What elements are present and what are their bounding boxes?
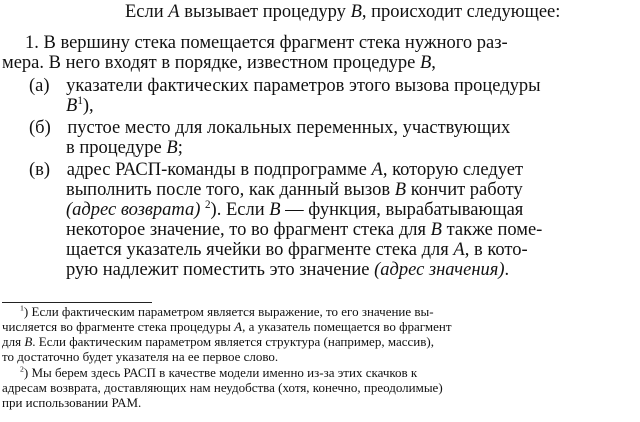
sub-c-var-b3: B	[430, 220, 442, 240]
footnote-1-close: )	[23, 304, 29, 319]
footnote-2-close: )	[23, 365, 29, 380]
sub-c-var-b1: B	[394, 180, 407, 200]
item1-line2: мера. В него входят в порядке, известном процедуре B,	[2, 53, 436, 73]
footnote-1-text1: Если фактическим параметром является выражение, то его значение вы-	[31, 304, 434, 319]
sub-b-var-b: B	[166, 138, 178, 158]
intro-text-mid: вызывает процедуру	[179, 2, 351, 22]
footnote-1-mark: 1	[20, 303, 24, 313]
footnote-2-line1	[20, 365, 640, 381]
sub-c-value-address: (адрес значения)	[374, 260, 505, 280]
sub-c-text1: адрес РАСП-команды в подпрограмме	[66, 160, 372, 180]
sub-c-line5	[66, 240, 640, 261]
sub-c-text2: выполнить после того, как данный вызов	[66, 180, 395, 200]
intro-var-a: A	[168, 2, 180, 22]
footnote-1-line3	[2, 334, 640, 350]
sub-c-return-address: (адрес возврата)	[66, 200, 201, 220]
sub-b-line1	[29, 118, 640, 139]
sub-c-var-b2: B	[269, 200, 281, 220]
footnote-2-line3: при использовании РАМ.	[2, 395, 142, 410]
sub-c-label: (в)	[29, 160, 51, 180]
sub-c-text2b: кончит работу	[406, 180, 523, 200]
item1-line1: 1. В вершину стека помещается фрагмент стека нужного раз-	[25, 33, 508, 53]
sub-b-line2	[66, 138, 640, 159]
footnote-rule	[2, 302, 152, 303]
sub-c-text4: некоторое значение, то во фрагмент стека для	[66, 220, 431, 240]
sub-c-var-a: A	[371, 160, 383, 180]
footnote-1-var-b: B	[24, 334, 33, 349]
sub-c-text3: ). Если	[210, 200, 270, 220]
sub-c-line2	[66, 180, 640, 201]
footnote-ref-2: 2	[205, 198, 211, 211]
footnote-1-line4: то достаточно будет указателя на ее первое слово.	[2, 349, 279, 364]
footnote-2-text1: Мы берем здесь РАСП в качестве модели именно из-за этих скачков к	[31, 365, 418, 380]
sub-c-var-a2: A	[453, 240, 465, 260]
sub-c-text6: рую надлежит поместить это значение	[66, 260, 375, 280]
footnote-2-mark: 2	[20, 364, 24, 374]
sub-c-period: .	[504, 260, 510, 280]
sub-c-line1	[29, 160, 640, 181]
item1-var-b: B	[419, 53, 432, 73]
sub-b-label: (б)	[29, 118, 51, 138]
footnote-1-line2	[2, 319, 640, 335]
sub-b-text: пустое место для локальных переменных, участвующих	[67, 118, 511, 138]
intro-text: Если	[125, 2, 169, 22]
sub-c-line4	[66, 220, 640, 241]
intro-line	[125, 2, 640, 23]
sub-a-line1	[29, 76, 640, 97]
footnote-1-var-a: A	[234, 319, 243, 334]
sub-a-line2	[66, 96, 640, 117]
footnote-1-text3: для	[2, 334, 25, 349]
footnote-1-text2: числяется во фрагменте стека процедуры	[2, 319, 235, 334]
sub-c-text1b: , которую следует	[382, 160, 524, 180]
footnote-1-line1	[20, 304, 640, 320]
sub-b-post: ;	[177, 138, 183, 158]
sub-a-post: ),	[82, 96, 94, 116]
intro-var-b: B	[350, 2, 362, 22]
sub-c-text3b: — функция, вырабатывающая	[280, 200, 524, 220]
footnote-1-text3b: . Если фактическим параметром является структура (например, массив),	[32, 334, 434, 349]
sub-c-text5: щается указатель ячейки во фрагменте стека для	[66, 240, 454, 260]
sub-c-text4b: также поме-	[441, 220, 543, 240]
footnote-1-text2b: , а указатель помещается во фрагмент	[242, 319, 452, 334]
sub-c-line3	[66, 200, 640, 221]
footnote-ref-1: 1	[77, 94, 83, 107]
sub-c-text5b: , в кото-	[464, 240, 528, 260]
sub-a-text: указатели фактических параметров этого вызова процедуры	[66, 76, 541, 96]
item1-line2-text: мера. В него входят в порядке, известном процедуре	[2, 53, 420, 73]
footnote-2-line2: адресам возврата, доставляющих нам неудобства (хотя, конечно, преодолимые)	[2, 380, 443, 395]
sub-c-line6	[66, 260, 640, 281]
sub-a-label: (а)	[29, 76, 50, 96]
sub-a-var-b: B	[66, 96, 78, 116]
sub-b-text2: в процедуре	[66, 138, 167, 158]
intro-text-post: , происходит следующее:	[361, 2, 561, 22]
